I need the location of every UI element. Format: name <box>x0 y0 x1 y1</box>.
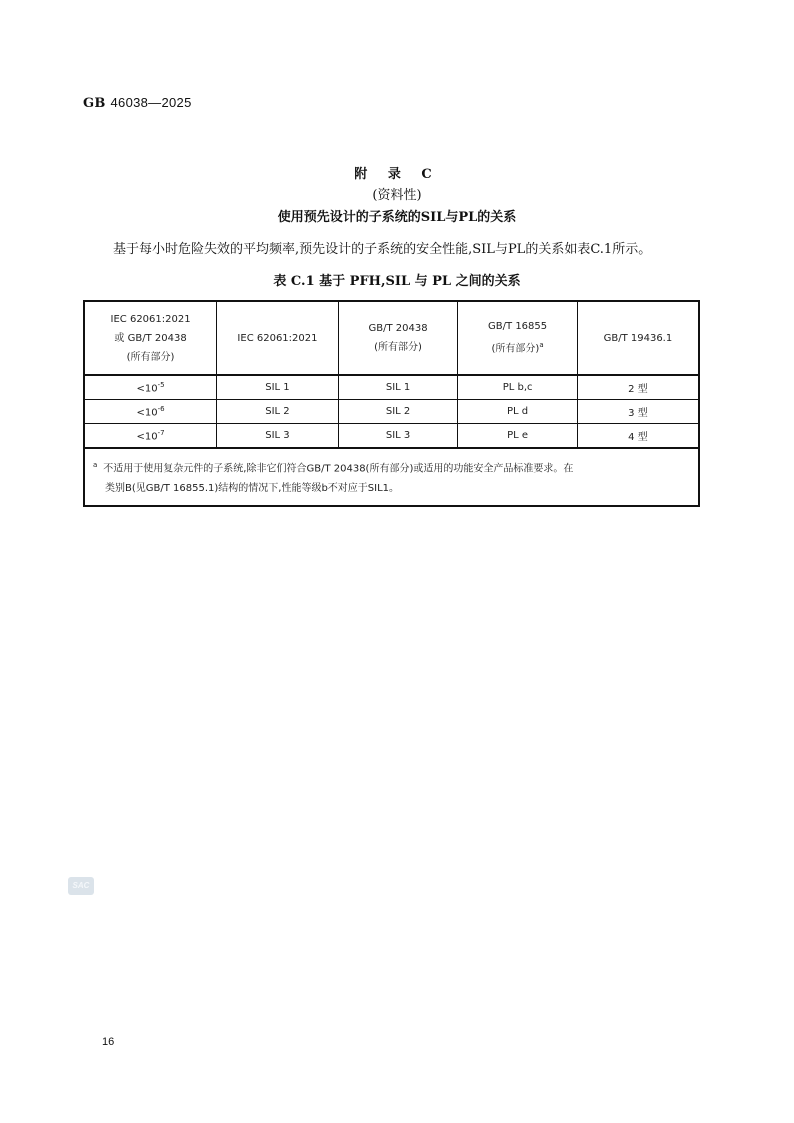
header-text: 或 GB/T 20438 <box>114 332 187 344</box>
page-number: 16 <box>102 1036 115 1048</box>
pfh-cell <box>84 400 217 424</box>
pfh-cell <box>84 424 217 449</box>
pfh-cell <box>84 375 217 400</box>
footnote-mark: a <box>93 461 98 469</box>
footnote-line <box>93 455 690 479</box>
gbt20438-sil-cell: SIL 3 <box>338 424 458 449</box>
table-row <box>84 375 699 400</box>
table-footnote <box>84 448 699 506</box>
pl-cell: PL e <box>458 424 578 449</box>
header-text: (所有部分) <box>374 342 422 353</box>
header-text: (所有部分) <box>126 351 175 363</box>
header-cell-iec-or-gbt <box>84 301 217 375</box>
table-row <box>84 400 699 424</box>
iec-sil-cell: SIL 2 <box>217 400 339 424</box>
standard-prefix: GB <box>83 96 106 111</box>
appendix-name: 使用预先设计的子系统的SIL与PL的关系 <box>277 210 517 225</box>
header-cell-gbt16855 <box>458 301 578 375</box>
appendix-title: 附 录 C <box>354 167 440 182</box>
iec-sil-cell: SIL 3 <box>217 424 339 449</box>
type-cell: 2 型 <box>577 375 699 400</box>
pfh-exponent: -7 <box>157 428 165 437</box>
pfh-base: <10 <box>136 407 158 419</box>
table-row <box>84 424 699 449</box>
appendix-nature: (资料性) <box>372 188 422 203</box>
pfh-base: <10 <box>136 383 158 395</box>
pl-cell: PL d <box>458 400 578 424</box>
standard-number: 46038—2025 <box>110 95 192 110</box>
pl-cell: PL b,c <box>458 375 578 400</box>
relation-table <box>83 300 700 507</box>
table-header-row <box>84 301 699 375</box>
iec-sil-cell: SIL 1 <box>217 375 339 400</box>
footnote-ref: a <box>539 341 544 350</box>
gbt20438-sil-cell: SIL 1 <box>338 375 458 400</box>
pfh-exponent: -6 <box>157 404 165 413</box>
footnote-text: 不适用于使用复杂元件的子系统,除非它们符合GB/T 20438(所有部分)或适用的功能安全产品标准要求。在 <box>103 463 574 475</box>
body-paragraph: 基于每小时危险失效的平均频率,预先设计的子系统的安全性能,SIL与PL的关系如表C.1所示。 <box>113 242 652 257</box>
table-caption: 表 C.1 基于 PFH,SIL 与 PL 之间的关系 <box>273 274 521 289</box>
header-text: GB/T 19436.1 <box>603 332 673 344</box>
header-text: IEC 62061:2021 <box>110 313 191 325</box>
header-text: GB/T 20438 <box>368 323 428 334</box>
table-footnote-row <box>84 448 699 506</box>
pfh-base: <10 <box>136 431 158 443</box>
type-cell: 3 型 <box>577 400 699 424</box>
header-cell-iec <box>217 301 339 375</box>
header-cell-gbt19436 <box>577 301 699 375</box>
document-header <box>83 95 192 111</box>
header-text <box>458 336 577 358</box>
header-text-part: (所有部分) <box>491 343 540 355</box>
sac-logo: SAC <box>68 877 94 895</box>
type-cell: 4 型 <box>577 424 699 449</box>
header-text: GB/T 16855 <box>488 321 548 333</box>
pfh-exponent: -5 <box>157 380 165 389</box>
header-text: IEC 62061:2021 <box>237 332 318 344</box>
header-cell-gbt20438 <box>338 301 458 375</box>
footnote-line: 类别B(见GB/T 16855.1)结构的情况下,性能等级b不对应于SIL1。 <box>105 483 400 495</box>
gbt20438-sil-cell: SIL 2 <box>338 400 458 424</box>
